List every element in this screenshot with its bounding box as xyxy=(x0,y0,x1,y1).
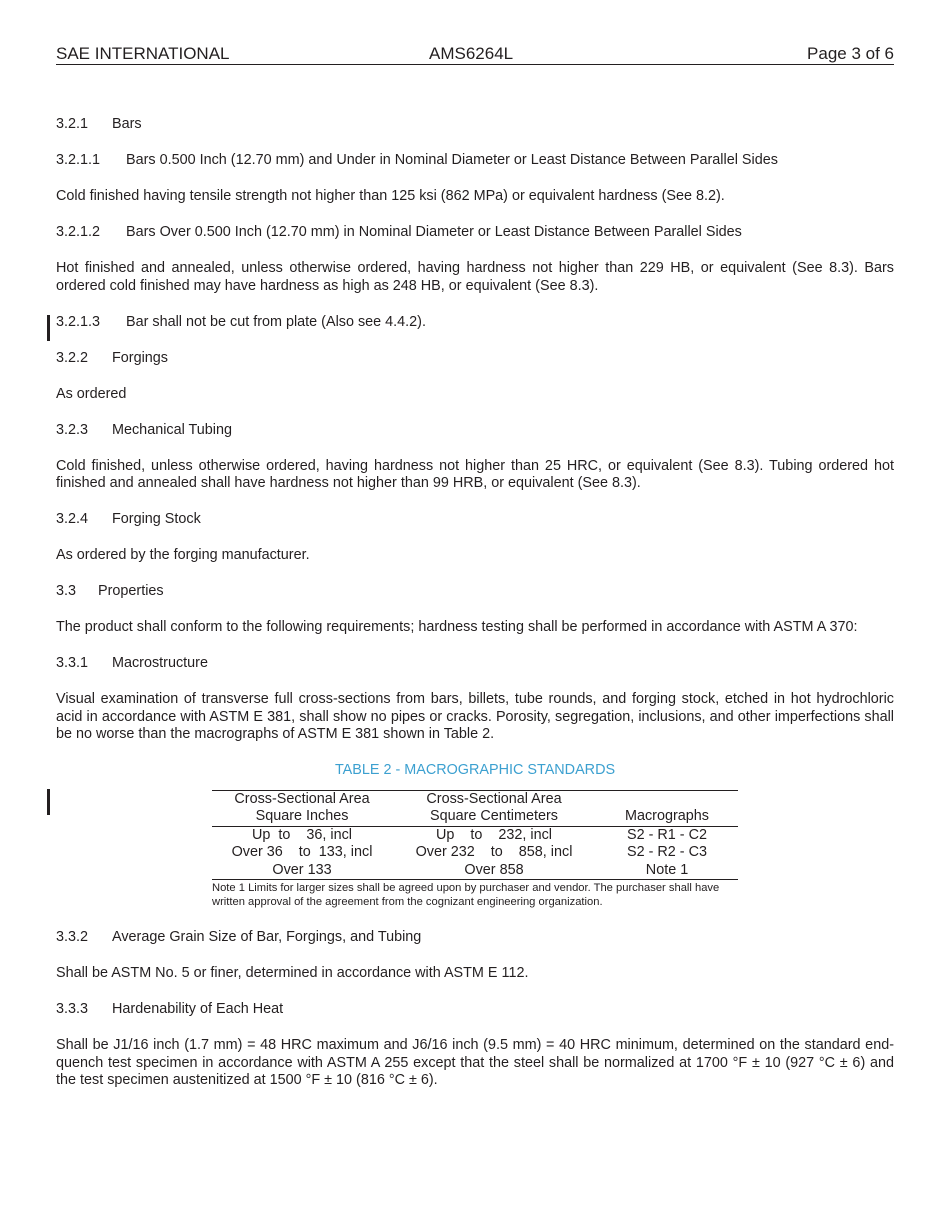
change-bar-3213 xyxy=(47,315,50,341)
section-3-3-3-text: Shall be J1/16 inch (1.7 mm) = 48 HRC maximum and J6/16 inch (9.5 mm) = 40 HRC minimum, determined on the standard end-quench test specimen in accordance with ASTM A 255 except that the steel shall be normalized at 1700 °F ± 10 (927 °C ± 6) and the test specimen austenitized at 1500 °F ± 10 (816 °C ± 6). xyxy=(56,1037,894,1088)
section-number: 3.3.2 xyxy=(56,929,89,945)
section-number: 3.2.3 xyxy=(56,421,89,438)
document-body xyxy=(56,116,894,1108)
table-header-row xyxy=(212,790,738,808)
section-3-3-3-heading xyxy=(56,1001,894,1019)
section-title: Forgings xyxy=(112,349,168,366)
section-3-2-3-heading xyxy=(56,422,894,440)
section-number: 3.2.2 xyxy=(56,349,89,366)
section-title: Properties xyxy=(98,583,164,599)
section-title: Average Grain Size of Bar, Forgings, and Tubing xyxy=(112,929,422,945)
table-row xyxy=(212,826,738,844)
table-row xyxy=(212,862,738,880)
section-number: 3.2.1.2 xyxy=(56,224,101,240)
section-3-2-1-2-text: Hot finished and annealed, unless otherwise ordered, having hardness not higher than 229 HB, or equivalent (See 8.3). Bars ordered cold finished may have hardness as high as 248 HB, or equivalent (See 8.3). xyxy=(56,260,894,294)
section-3-2-1-3-heading xyxy=(56,314,894,332)
column-header: Cross-Sectional Area xyxy=(392,790,596,808)
section-3-3-1-heading xyxy=(56,655,894,673)
table-cell: Over 36 to 133, incl xyxy=(231,844,373,860)
section-title: Bars xyxy=(112,116,142,132)
section-3-2-3-text: Cold finished, unless otherwise ordered, having hardness not higher than 25 HRC, or equivalent (See 8.3). Tubing ordered hot finished and annealed shall have hardness not higher than 99 HRB, or equivalent (See 8.3). xyxy=(56,457,894,491)
section-number: 3.2.1 xyxy=(56,116,89,132)
section-3-2-1-heading xyxy=(56,116,894,134)
table-header-row xyxy=(212,808,738,826)
section-3-2-2-heading xyxy=(56,350,894,368)
table-cell: Over 232 to 858, incl xyxy=(415,844,573,860)
section-number: 3.2.4 xyxy=(56,511,89,527)
table-row xyxy=(212,844,738,862)
change-bar-table-2 xyxy=(47,789,50,815)
section-3-3-1-text: Visual examination of transverse full cross-sections from bars, billets, tube rounds, and forging stock, etched in hot hydrochloric acid in accordance with ASTM E 381, shall show no pipes or cracks. Porosity, segregation, inclusions, and other imperfections shall be no worse than the macrographs of ASTM E 381 shown in Table 2. xyxy=(56,691,894,742)
section-title: Macrostructure xyxy=(112,655,208,671)
section-3-2-1-2-heading xyxy=(56,224,894,242)
section-3-3-2-heading xyxy=(56,929,894,947)
table-cell: S2 - R2 - C3 xyxy=(627,844,707,860)
section-3-3-text: The product shall conform to the following requirements; hardness testing shall be performed in accordance with ASTM A 370: xyxy=(56,619,858,635)
column-header: Macrographs xyxy=(596,808,738,826)
page-header xyxy=(56,44,894,65)
section-number: 3.3 xyxy=(56,583,77,599)
table-cell: Up to 232, incl xyxy=(436,826,552,843)
section-title: Bars Over 0.500 Inch (12.70 mm) in Nominal Diameter or Least Distance Between Parallel Sides xyxy=(126,224,742,240)
section-3-2-4-text: As ordered by the forging manufacturer. xyxy=(56,547,310,563)
table-cell: Over 133 xyxy=(212,862,392,880)
section-title: Mechanical Tubing xyxy=(112,421,232,438)
section-3-2-2-text: As ordered xyxy=(56,385,127,402)
section-number: 3.3.1 xyxy=(56,655,89,671)
section-title: Forging Stock xyxy=(112,511,201,527)
section-title: Bars 0.500 Inch (12.70 mm) and Under in Nominal Diameter or Least Distance Between Parallel Sides xyxy=(126,152,778,168)
section-number: 3.2.1.1 xyxy=(56,152,101,168)
header-organization: SAE INTERNATIONAL xyxy=(56,44,230,63)
column-header: Square Inches xyxy=(212,808,392,826)
section-number: 3.2.1.3 xyxy=(56,313,101,330)
section-3-3-heading xyxy=(56,583,894,601)
table-2-title: TABLE 2 - MACROGRAPHIC STANDARDS xyxy=(334,762,616,778)
section-title: Hardenability of Each Heat xyxy=(112,1001,284,1017)
section-title: Bar shall not be cut from plate (Also see 4.4.2). xyxy=(126,313,426,330)
section-3-2-1-1-heading xyxy=(56,152,894,170)
column-header: Cross-Sectional Area xyxy=(212,790,392,808)
section-3-3-2-text: Shall be ASTM No. 5 or finer, determined in accordance with ASTM E 112. xyxy=(56,965,529,981)
section-number: 3.3.3 xyxy=(56,1001,89,1017)
column-header: Square Centimeters xyxy=(392,808,596,826)
header-page-number: Page 3 of 6 xyxy=(807,44,894,63)
table-cell: Up to 36, incl xyxy=(252,826,352,843)
table-2-note: Note 1 Limits for larger sizes shall be agreed upon by purchaser and vendor. The purchaser shall have written approval of the agreement from the cognizant engineering organization. xyxy=(212,882,720,908)
column-header xyxy=(596,790,738,808)
section-3-2-1-1-text: Cold finished having tensile strength not higher than 125 ksi (862 MPa) or equivalent hardness (See 8.2). xyxy=(56,188,725,204)
section-3-2-4-heading xyxy=(56,511,894,529)
macrographic-standards-table xyxy=(212,790,738,881)
header-document-id: AMS6264L xyxy=(429,44,514,63)
table-cell: Over 858 xyxy=(392,862,596,880)
table-cell: Note 1 xyxy=(596,862,738,880)
table-cell: S2 - R1 - C2 xyxy=(627,826,707,843)
